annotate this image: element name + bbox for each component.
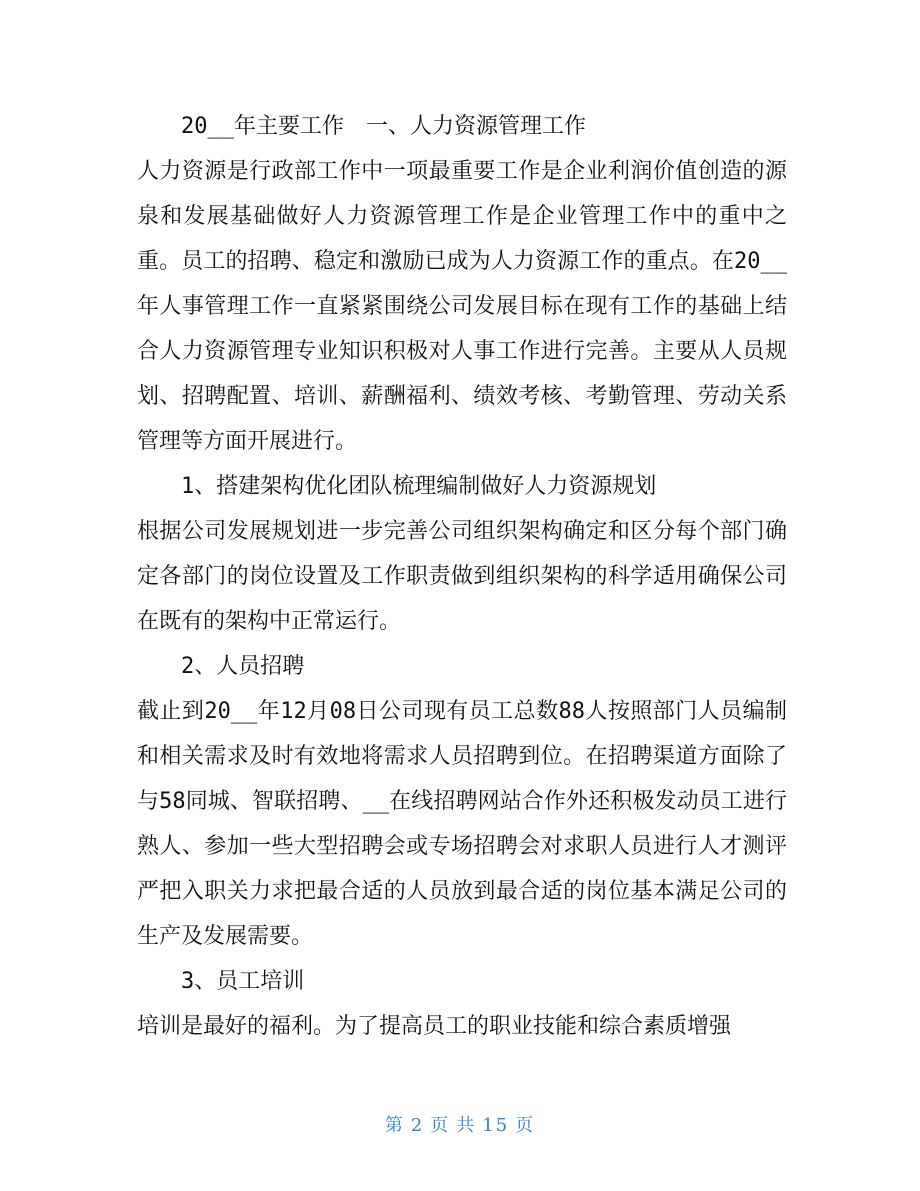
document-body xyxy=(137,104,787,1049)
paragraph-structure: 根据公司发展规划进一步完善公司组织架构确定和区分每个部门确定各部门的岗位设置及工作职责做到组织架构的科学适用确保公司在既有的架构中正常运行。 xyxy=(137,519,787,634)
footer-total-word: 共 xyxy=(456,1115,477,1136)
section-heading-training: 3、员工培训 xyxy=(181,969,305,994)
paragraph-recruitment: 截止到20__年12月08日公司现有员工总数88人按照部门人员编制和相关需求及时有效地将需求人员招聘到位。在招聘渠道方面除了与58同城、智联招聘、__在线招聘网站合作外还积极发动员工进行熟人、参加一些大型招聘会或专场招聘会对求职人员进行人才测评严把入职关力求把最合适的人员放到最合适的岗位基本满足公司的生产及发展需要。 xyxy=(137,699,787,949)
paragraph-intro: 人力资源是行政部工作中一项最重要工作是企业利润价值创造的源泉和发展基础做好人力资源管理工作是企业管理工作中的重中之重。员工的招聘、稳定和激励已成为人力资源工作的重点。在20__年人事管理工作一直紧紧围绕公司发展目标在现有工作的基础上结合人力资源管理专业知识积极对人事工作进行完善。主要从人员规划、招聘配置、培训、薪酬福利、绩效考核、考勤管理、劳动关系管理等方面开展进行。 xyxy=(137,159,787,454)
section-heading-recruitment: 2、人员招聘 xyxy=(181,654,305,679)
footer-current-page: 2 xyxy=(410,1115,425,1136)
footer-total-pages: 15 xyxy=(482,1115,510,1136)
paragraph-training: 培训是最好的福利。为了提高员工的职业技能和综合素质增强 xyxy=(137,1014,732,1039)
footer-page-word: 页 xyxy=(430,1115,451,1136)
footer-suffix: 页 xyxy=(515,1115,536,1136)
page-number-footer xyxy=(0,1111,920,1137)
section-heading-main: 20__年主要工作 一、人力资源管理工作 xyxy=(181,114,586,139)
section-heading-structure: 1、搭建架构优化团队梳理编制做好人力资源规划 xyxy=(181,474,657,499)
footer-prefix: 第 xyxy=(384,1115,405,1136)
